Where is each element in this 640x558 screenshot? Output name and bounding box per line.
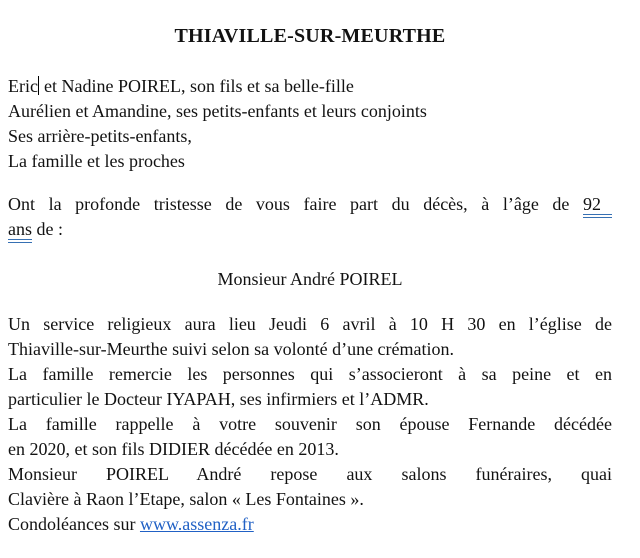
announcement-line-2 <box>8 217 612 242</box>
remembrance-line-1: La famille rappelle à votre souvenir son épouse Fernande décédée <box>8 414 612 434</box>
service-line-1: Un service religieux aura lieu Jeudi 6 avril à 10 H 30 en l’église de <box>8 314 612 334</box>
family-line-3: Ses arrière-petits-enfants, <box>8 126 192 146</box>
announcement-line-2-text: de : <box>32 219 63 239</box>
service-line-2: Thiaville-sur-Meurthe suivi selon sa volonté d’une crémation. <box>8 339 455 359</box>
announcement-paragraph <box>8 192 612 242</box>
thanks-line-1: La famille remercie les personnes qui s’associeront à sa peine et en <box>8 364 612 384</box>
thanks-line-2: particulier le Docteur IYAPAH, ses infirmiers et l’ADMR. <box>8 389 429 409</box>
family-line-1-after-cursor: et Nadine POIREL, son fils et sa belle-fille <box>39 76 354 96</box>
condolences-line <box>8 512 612 537</box>
deceased-name: Monsieur André POIREL <box>217 269 403 289</box>
condolences-text: Condoléances sur <box>8 514 140 534</box>
family-line-1 <box>8 74 612 99</box>
family-paragraph <box>8 74 612 174</box>
service-paragraph <box>8 312 612 362</box>
repose-line-2: Clavière à Raon l’Etape, salon « Les Fontaines ». <box>8 489 364 509</box>
repose-line-1: Monsieur POIREL André repose aux salons funéraires, quai <box>8 464 612 484</box>
family-line-2: Aurélien et Amandine, ses petits-enfants et leurs conjoints <box>8 101 427 121</box>
remembrance-paragraph <box>8 412 612 462</box>
grammar-check-underline-ans: ans <box>8 219 32 243</box>
document-title: THIAVILLE-SUR-MEURTHE <box>174 25 446 47</box>
repose-paragraph <box>8 462 612 512</box>
remembrance-line-2: en 2020, et son fils DIDIER décédée en 2013. <box>8 439 339 459</box>
announcement-line-1 <box>8 192 612 217</box>
announcement-line-1-text: Ont la profonde tristesse de vous faire part du décès, à l’âge de <box>8 194 583 214</box>
condolences-link[interactable]: www.assenza.fr <box>139 514 254 534</box>
family-line-1-before-cursor: Eric <box>8 76 38 96</box>
thanks-paragraph <box>8 362 612 412</box>
grammar-check-underline-92: 92 <box>583 194 612 218</box>
family-line-4: La famille et les proches <box>8 151 185 171</box>
